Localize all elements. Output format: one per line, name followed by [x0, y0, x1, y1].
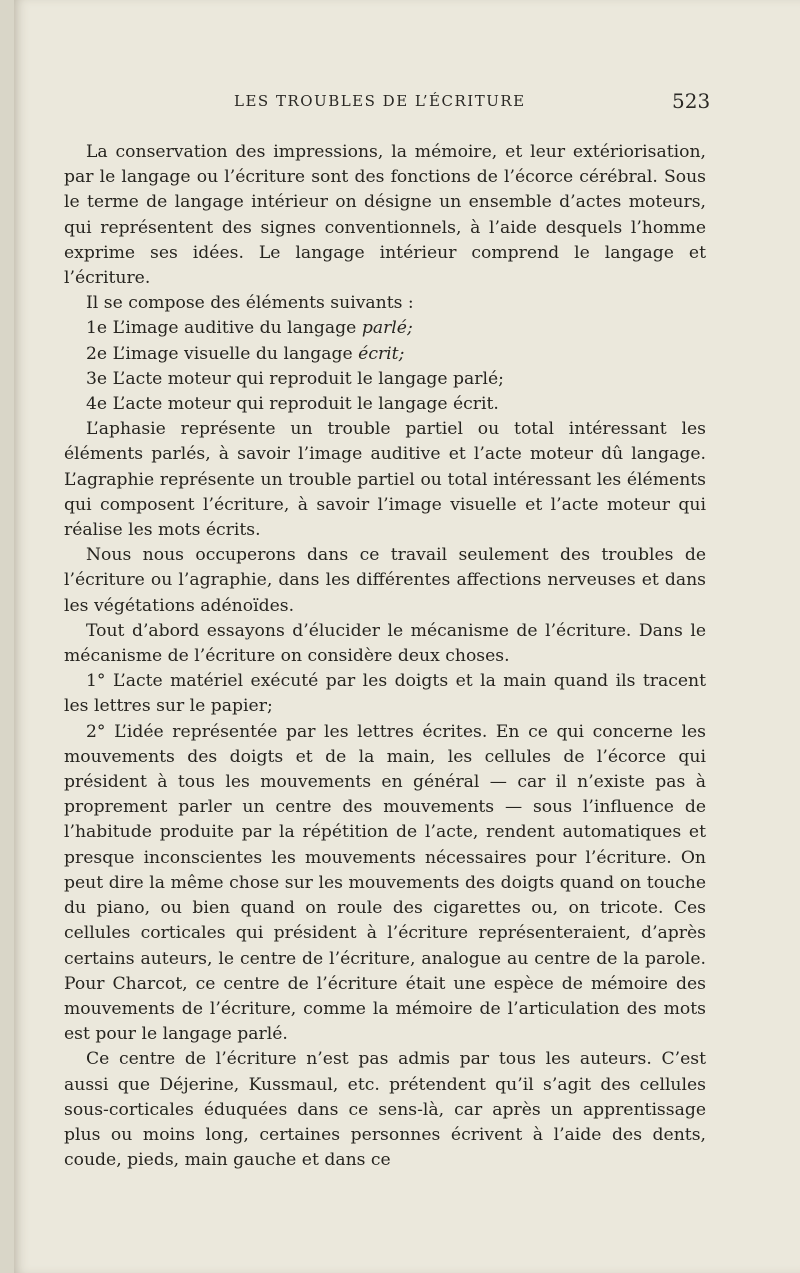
list-number: 2e	[86, 343, 108, 364]
list-item	[64, 342, 706, 367]
paragraph-5: Tout d’abord essayons d’élucider le mécanisme de l’écriture. Dans le mécanisme de l’écriture on considère deux choses.	[64, 620, 706, 667]
paragraph-4: Nous nous occuperons dans ce travail seulement des troubles de l’écriture ou l’agraphie, dans les différentes affections nerveuses et dans les végétations adénoïdes.	[64, 545, 706, 616]
list-italic-term: écrit;	[358, 343, 405, 364]
page-header	[14, 89, 800, 116]
list-item	[64, 367, 706, 392]
list-text: L’acte moteur qui reproduit le langage parlé;	[112, 368, 504, 389]
list-item	[64, 316, 706, 341]
list-text: L’idée représentée par les lettres écrites. En ce qui concerne les mouvements des doigts et de la main, les cellules de l’écorce qui président à tous les mouvements en général — car il n’existe pas à proprement parler un centre des mouvements — sous l’influence de l’habitude produite par la répétition de l’acte, rendent automatiques et presque inconscientes les mouvements nécessaires pour l’écriture. On peut dire la même chose sur les mouvements des doigts quand on touche du piano, ou bien quand on roule des cigarettes ou, on tricote. Ces cellules corticales qui président à l’écriture représenteraient, d’après certains auteurs, le centre de l’écriture, analogue au centre de la parole. Pour Charcot, ce centre de l’écriture était une espèce de mémoire des mouvements de l’écriture, comme la mémoire de l’articulation des mots est pour le langage parlé.	[64, 721, 706, 1045]
list-text: L’image visuelle du langage	[112, 343, 353, 364]
paragraph-3: L’aphasie représente un trouble partiel ou total intéressant les éléments parlés, à savoir l’image auditive et l’acte moteur dû langage. L’agraphie représente un trouble partiel ou total intéressant les éléments qui composent l’écriture, à savoir l’image visuelle et l’acte moteur qui réalise les mots écrits.	[64, 419, 706, 541]
list-italic-term: parlé;	[361, 318, 413, 339]
list-text: L’image auditive du langage	[112, 318, 357, 339]
list-text: L’acte matériel exécuté par les doigts et la main quand ils tracent les lettres sur le papier;	[64, 671, 706, 717]
list-item	[64, 392, 706, 417]
list-number: 3e	[86, 368, 108, 389]
list-number: 1e	[86, 318, 108, 339]
running-title: LES TROUBLES DE L’ÉCRITURE	[234, 92, 526, 110]
list-number: 4e	[86, 394, 108, 415]
list-text: L’acte moteur qui reproduit le langage écrit.	[112, 394, 499, 415]
list-number: 1°	[86, 671, 106, 692]
numbered-paragraph	[64, 669, 706, 719]
page-number: 523	[672, 89, 711, 113]
body-text	[64, 140, 706, 1173]
paragraph-6: Ce centre de l’écriture n’est pas admis par tous les auteurs. C’est aussi que Déjerine, Kussmaul, etc. prétendent qu’il s’agit des cellules sous-corticales éduquées dans ce sens-là, car après un apprentissage plus ou moins long, certaines personnes écrivent à l’aide des dents, coude, pieds, main gauche et dans ce	[64, 1049, 706, 1171]
paragraph-1: La conservation des impressions, la mémoire, et leur extériorisation, par le langage ou l’écriture sont des fonctions de l’écorce cérébral. Sous le terme de langage intérieur on désigne un ensemble d’actes moteurs, qui représentent des signes conventionnels, à l’aide desquels l’homme exprime ses idées. Le langage intérieur comprend le langage et l’écriture.	[64, 142, 706, 289]
numbered-paragraph	[64, 720, 706, 1048]
list-number: 2°	[86, 721, 106, 742]
paragraph-2: Il se compose des éléments suivants :	[86, 293, 414, 314]
